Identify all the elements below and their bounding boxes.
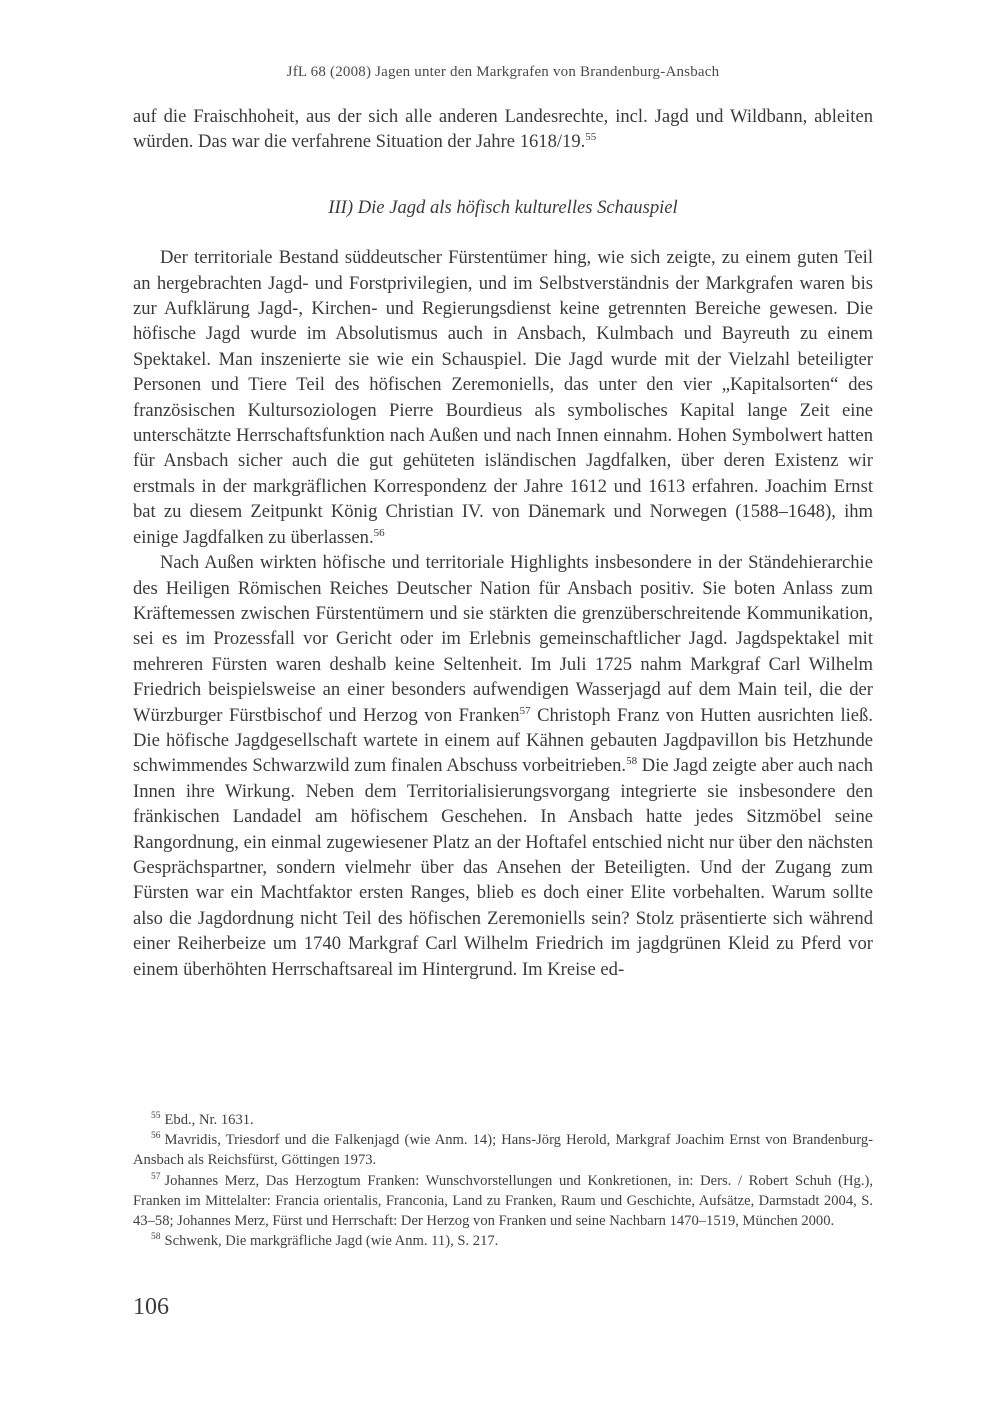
footnote [133,1110,873,1130]
paragraph [133,550,873,982]
paragraph-continued [133,104,873,155]
footnote-text: Mavridis, Triesdorf und die Falkenjagd (wie Anm. 14); Hans-Jörg Herold, Markgraf Joachim Ernst von Brandenburg-Ansbach als Reichsfürst, Göttingen 1973. [133,1132,873,1169]
footnote-ref[interactable]: 57 [519,704,531,717]
footnote-number: 58 [151,1232,161,1243]
footnote-ref[interactable]: 56 [373,526,385,539]
body-text [133,104,873,982]
paragraph-text: Christoph Franz von Hutten ausrichten ließ. Die höfische Jagdgesellschaft wartete in einem auf Kähnen gebauten Jagdpavillon bis Hetzhunde schwimmendes Schwarzwild zum finalen Abschuss vorbeitrieben. [133,704,873,777]
paragraph-text: Der territoriale Bestand süddeutscher Fürstentümer hing, wie sich zeigte, zu einem guten Teil an hergebrachten Jagd- und Forstprivilegien, und im Selbstverständnis der Markgrafen waren bis zur Aufklärung Jagd-, Kirchen- und Regierungsdienst keine getrennten Bereiche gewesen. Die höfische Jagd wurde im Absolutismus auch in Ansbach, Kulmbach und Bayreuth zu einem Spektakel. Man inszenierte sie wie ein Schauspiel. Die Jagd wurde mit der Vielzahl beteiligter Personen und Tiere Teil des höfischen Zeremoniells, das unter den vier „Kapitalsorten“ des französischen Kultursoziologen Pierre Bourdieus als symbolisches Kapital lange Zeit eine unterschätzte Herrschaftsfunktion nach Außen und nach Innen einnahm. Hohen Symbolwert hatten für Ansbach sicher auch die gut gehüteten isländischen Jagdfalken, über deren Existenz wir erstmals in der markgräflichen Korrespondenz der Jahre 1612 und 1613 erfahren. Joachim Ernst bat zu diesem Zeitpunkt König Christian IV. von Dänemark und Norwegen (1588–1648), ihm einige Jagdfalken zu überlassen. [133,247,873,548]
footnote [133,1171,873,1232]
footnote [133,1130,873,1170]
paragraph [133,245,873,550]
footnote [133,1231,873,1251]
footnote-number: 55 [151,1111,161,1122]
paragraph-text: Die Jagd zeigte aber auch nach Innen ihre Wirkung. Neben dem Territorialisierungsvorgang integrierte sie insbesondere den fränkischen Landadel am höfischem Geschehen. In Ansbach hatte jedes Sitzmöbel seine Rangordnung, ein einmal zugewiesener Platz an der Hoftafel entschied nicht nur über den nächsten Gesprächspartner, sondern vielmehr über das Ansehen der Beteiligten. Und der Zugang zum Fürsten war ein Machtfaktor ersten Ranges, blieb es doch einer Elite vorbehalten. Warum sollte also die Jagdordnung nicht Teil des höfischen Zeremoniells sein? Stolz präsentierte sich während einer Reiherbeize um 1740 Markgraf Carl Wilhelm Friedrich im jagdgrünen Kleid zu Pferd vor einem überhöhten Herrschaftsareal im Hintergrund. Im Kreise ed- [133,755,873,980]
footnote-ref[interactable]: 58 [626,755,638,768]
page-number: 106 [133,1294,169,1320]
paragraph-text: Nach Außen wirkten höfische und territoriale Highlights insbesondere in der Ständehierarchie des Heiligen Römischen Reiches Deutscher Nation für Ansbach positiv. Sie boten Anlass zum Kräftemessen zwischen Fürstentümern und sie stärkten die grenzüberschreitende Kommunikation, sei es im Prozessfall vor Gericht oder im Erlebnis gemeinschaftlicher Jagd. Jagdspektakel mit mehreren Fürsten waren deshalb keine Seltenheit. Im Juli 1725 nahm Markgraf Carl Wilhelm Friedrich beispielsweise an einer besonders aufwendigen Wasserjagd auf dem Main teil, die der Würzburger Fürstbischof und Herzog von Franken [133,552,873,726]
footnote-number: 57 [151,1171,161,1182]
footnote-text: Schwenk, Die markgräfliche Jagd (wie Anm. 11), S. 217. [164,1233,499,1250]
footnote-ref[interactable]: 55 [585,131,597,144]
running-header: JfL 68 (2008) Jagen unter den Markgrafen von Brandenburg-Ansbach [286,64,720,80]
section-heading: III) Die Jagd als höfisch kulturelles Schauspiel [328,196,678,218]
paragraph-text: auf die Fraischhoheit, aus der sich alle anderen Landesrechte, incl. Jagd und Wildbann, ableiten würden. Das war die verfahrene Situation der Jahre 1618/19. [133,106,873,153]
footnote-text: Ebd., Nr. 1631. [164,1112,254,1128]
footnote-text: Johannes Merz, Das Herzogtum Franken: Wunschvorstellungen und Konkretionen, in: Ders. / Robert Schuh (Hg.), Franken im Mittelalter: Francia orientalis, Franconia, Land zu Franken, Raum und Geschichte, Aufsätze, Darmstadt 2004, S. 43–58; Johannes Merz, Fürst und Herrschaft: Der Herzog von Franken und seine Nachbarn 1470–1519, München 2000. [133,1172,873,1230]
footnote-number: 56 [151,1131,161,1142]
footnotes [133,1110,873,1251]
